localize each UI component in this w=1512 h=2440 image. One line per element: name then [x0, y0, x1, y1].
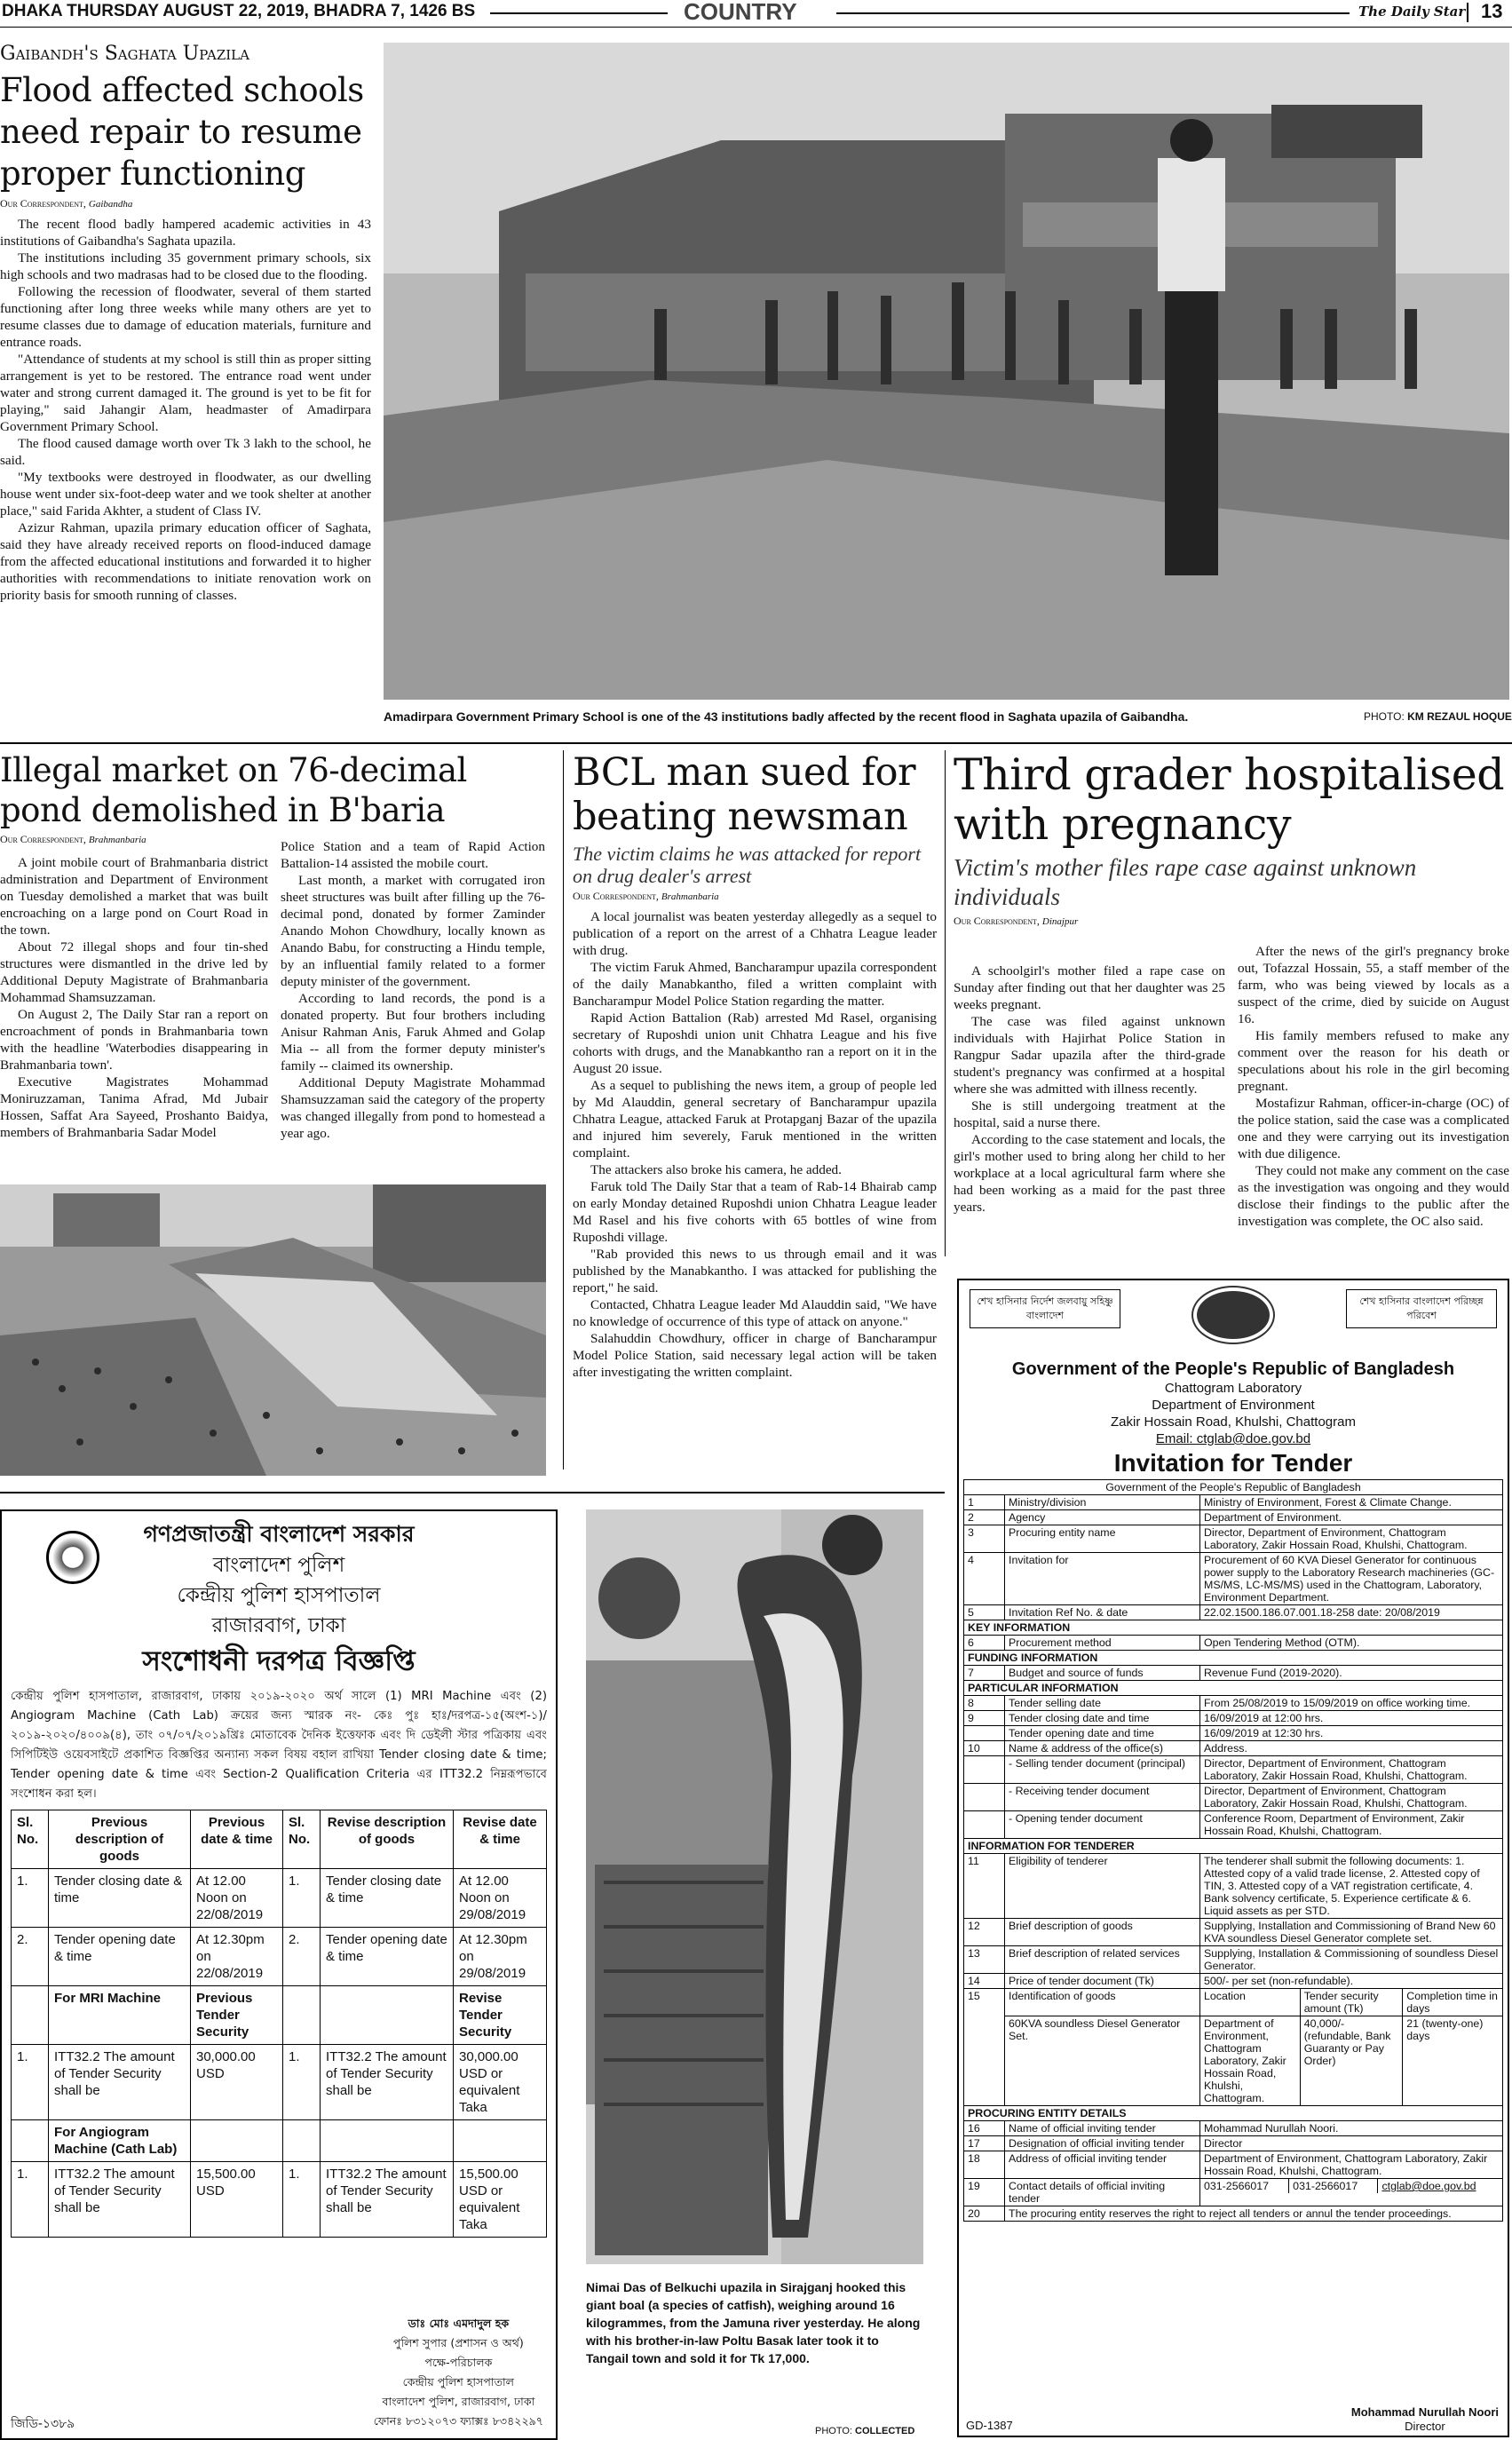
doe-title: Invitation for Tender — [1113, 1449, 1353, 1477]
subtable-header: Location — [1200, 1989, 1300, 2016]
table-row — [12, 1869, 547, 1928]
table-cell: At 12.30pm on 29/08/2019 — [454, 1928, 547, 1986]
table-cell: For Angiogram Machine (Cath Lab) — [49, 2120, 191, 2162]
table-row — [964, 1605, 1503, 1620]
photo-credit — [1364, 710, 1512, 723]
table-cell: Contact details of official inviting tender — [1005, 2179, 1200, 2206]
market-demolition-photo — [0, 1184, 546, 1476]
table-cell — [1200, 2016, 1503, 2106]
paragraph: Executive Magistrates Mohammad Moniruzzaman, Tanima Afrad, Md Jubair Hossen, Saffat Ara Sayeed, Proshanto Baidya, members of Brahmanbaria Sadar Model — [0, 1074, 268, 1140]
byline-place: Brahmanbaria — [88, 835, 146, 845]
table-cell — [191, 2120, 283, 2162]
col-header: Previous description of goods — [49, 1810, 191, 1869]
table-cell: Tender closing date and time — [1005, 1711, 1200, 1726]
table-cell: Director, Department of Environment, Chattogram Laboratory, Zakir Hossain Road, Khulshi, Chattogram. — [1200, 1756, 1503, 1784]
table-cell — [964, 1726, 1005, 1741]
table-row — [964, 1974, 1503, 1989]
table-cell — [283, 1986, 321, 2045]
table-cell: Budget and source of funds — [1005, 1666, 1200, 1681]
table-cell: For MRI Machine — [49, 1986, 191, 2045]
paragraph: About 72 illegal shops and four tin-shed structures were dismantled in the drive led by Additional Deputy Magistrate of Brahmanbaria Mohammad Shamsuzzaman. — [0, 939, 268, 1005]
table-cell: The tenderer shall submit the following documents: 1. Attested copy of a valid trade license, 2. Attested copy of TIN, 3. Attested copy of a VAT registration certificate, 4. Bank solvency certificate, 5. Experience certificate & 6. Liquid assets as per STD. — [1200, 1854, 1503, 1919]
paragraph: Salahuddin Chowdhury, officer in charge of Bancharampur Model Police Station, said necessary legal action will be taken after investigating the written complaint. — [573, 1331, 937, 1380]
table-row — [12, 2162, 547, 2238]
table-row — [12, 2045, 547, 2120]
school-flood-photo — [384, 43, 1509, 700]
paragraph: Police Station and a team of Rapid Action Battalion-14 assisted the mobile court. — [281, 839, 545, 871]
table-cell: - Receiving tender document — [1005, 1784, 1200, 1811]
table-cell: Brief description of goods — [1005, 1919, 1200, 1946]
table-cell: Tender closing date & time — [49, 1869, 191, 1928]
table-cell: Procurement of 60 KVA Diesel Generator for continuous power supply to the Laboratory Research machineries (GC-MS/MS, LC-MS/MS) used in the Chattogram, Laboratory, Environment Department. — [1200, 1553, 1503, 1605]
story-illegal-market — [0, 750, 546, 852]
paragraph: The recent flood badly hampered academic activities in 43 institutions of Gaibandha's Saghata upazila. — [0, 217, 371, 249]
table-cell: 12 — [964, 1919, 1005, 1946]
table-row — [964, 1784, 1503, 1811]
byline-place: Dinajpur — [1041, 916, 1079, 927]
table-section-row — [964, 2106, 1503, 2121]
paragraph: They could not make any comment on the case as the investigation was ongoing and they would disclose their findings to the public after the investigation was complete, the OC also said. — [1238, 1163, 1509, 1229]
table-row — [964, 2206, 1503, 2222]
table-cell: - Opening tender document — [1005, 1811, 1200, 1839]
table-cell: 30,000.00 USD — [191, 2045, 283, 2120]
table-cell: Mohammad Nurullah Noori. — [1200, 2121, 1503, 2136]
paragraph: According to the case statement and locals, the girl's mother used to bring along her child to her workplace at a local agricultural farm where she had been working as a maid for the past three years. — [954, 1132, 1225, 1215]
goods-subtable — [1200, 2016, 1502, 2105]
table-cell: 5 — [964, 1605, 1005, 1620]
table-cell: 11 — [964, 1854, 1005, 1919]
byline-author: Our Correspondent, — [0, 833, 86, 845]
table-row — [12, 1928, 547, 1986]
paragraph: Contacted, Chhatra League leader Md Alauddin said, "We have no knowledge of occurrence of this type of attack on anyone." — [573, 1297, 937, 1329]
police-hospital-tender-ad — [0, 1509, 558, 2440]
paragraph: Following the recession of floodwater, several of them started functioning after long three weeks while many others are yet to resume classes due to damage of education materials, furniture and entrance roads. — [0, 284, 371, 350]
table-cell: 9 — [964, 1711, 1005, 1726]
revision-table — [11, 1810, 547, 2238]
ad-title: সংশোধনী দরপত্র বিজ্ঞপ্তি — [142, 1645, 416, 1677]
table-cell: 17 — [964, 2136, 1005, 2151]
signer-name: Mohammad Nurullah Noori — [1350, 2405, 1499, 2419]
table-cell: 20 — [964, 2206, 1005, 2222]
table-cell: 16/09/2019 at 12:00 hrs. — [1200, 1711, 1503, 1726]
table-row — [964, 1696, 1503, 1711]
badge-right: শেখ হাসিনার বাংলাদেশ পরিচ্ছন্ন পরিবেশ — [1346, 1289, 1497, 1328]
masthead-bottom-rule — [0, 27, 1512, 28]
signer-line: কেন্দ্রীয় পুলিশ হাসপাতাল — [402, 2375, 515, 2389]
table-cell: PARTICULAR INFORMATION — [964, 1681, 1503, 1696]
table-cell: Tender opening date & time — [49, 1928, 191, 1986]
doe-dept: Department of Environment — [1152, 1398, 1315, 1413]
table-cell: Agency — [1005, 1510, 1200, 1525]
table-cell: 15,500.00 USD or equivalent Taka — [454, 2162, 547, 2238]
table-cell: KEY INFORMATION — [964, 1620, 1503, 1636]
doe-signer — [1351, 2405, 1499, 2434]
paragraph: The institutions including 35 government primary schools, six high schools and two madrasas had to be closed due to the flooding. — [0, 250, 371, 282]
doe-tender-ad — [957, 1279, 1509, 2437]
table-cell: Supplying, Installation and Commissioning of Brand New 60 KVA soundless Diesel Generator complete set. — [1200, 1919, 1503, 1946]
ad-code: জিডি-১৩৮৯ — [11, 2417, 75, 2431]
table-cell: 19 — [964, 2179, 1005, 2206]
table-cell: 15,500.00 USD — [191, 2162, 283, 2238]
table-cell: 1. — [12, 2045, 49, 2120]
table-cell: 1 — [964, 1495, 1005, 1510]
table-row — [964, 1495, 1503, 1510]
credit-name: COLLECTED — [855, 2426, 915, 2436]
table-cell: 2 — [964, 1510, 1005, 1525]
byline-author: Our Correspondent, — [573, 890, 659, 902]
market-demolition-illustration — [0, 1184, 546, 1476]
table-cell — [964, 1756, 1005, 1784]
paragraph: Last month, a market with corrugated iron sheet structures was built after filling up the 76-decimal pond, donated by former Zaminder Anando Mohon Chowdhury, locally known as Anando Babu, for constructing a Hindu temple, by an influential family related to a former deputy minister of the government. — [281, 873, 545, 989]
table-cell: Eligibility of tenderer — [1005, 1854, 1200, 1919]
table-cell: Brief description of related services — [1005, 1946, 1200, 1974]
table-cell: 2. — [12, 1928, 49, 1986]
paragraph: A local journalist was beaten yesterday allegedly as a sequel to publication of a report on the arrest of a Chhatra League leader with drug. — [573, 909, 937, 958]
story-kicker: Gaibandh's Saghata Upazila — [0, 43, 249, 65]
table-cell: Government of the People's Republic of Bangladesh — [964, 1480, 1503, 1495]
table-row — [964, 1756, 1503, 1784]
paragraph: According to land records, the pond is a donated property. But four brothers including Anisur Rahman Anis, Faruk Ahmed and Golap Mia -- all from the former deputy minister's family -- claimed its ownership. — [281, 991, 545, 1073]
table-cell: 15 — [964, 1989, 1005, 2106]
table-cell: ITT32.2 The amount of Tender Security shall be — [49, 2045, 191, 2120]
story-bcl-man — [573, 750, 937, 1381]
subtable-cell: 40,000/- (refundable, Bank Guaranty or Pay Order) — [1300, 2016, 1403, 2105]
table-cell: 16 — [964, 2121, 1005, 2136]
paragraph: A joint mobile court of Brahmanbaria district administration and Department of Environment on Tuesday demolished a market that was built encroaching on a large pond on Court Road in the town. — [0, 855, 268, 938]
story-body-col2 — [1238, 943, 1509, 1230]
table-cell: 4 — [964, 1553, 1005, 1605]
story-body-col2 — [281, 838, 545, 1142]
paragraph: The flood caused damage worth over Tk 3 lakh to the school, he said. — [0, 436, 371, 468]
col-header: Previous date & time — [191, 1810, 283, 1869]
table-cell: From 25/08/2019 to 15/09/2019 on office working time. — [1200, 1696, 1503, 1711]
table-cell: 3 — [964, 1525, 1005, 1553]
paragraph: A schoolgirl's mother filed a rape case on Sunday after finding out that her daughter was 25 weeks pregnant. — [954, 963, 1225, 1012]
paragraph: "Rab provided this news to us through email and it was published by the Manabkantho. I was attacked for publishing the report," he said. — [573, 1247, 937, 1295]
story-headline: Third grader hospitalised with pregnancy — [954, 749, 1505, 850]
table-cell — [1200, 1989, 1503, 2016]
table-cell: 22.02.1500.186.07.001.18-258 date: 20/08/2019 — [1200, 1605, 1503, 1620]
catfish-illustration — [586, 1509, 923, 2264]
credit-label: PHOTO: — [815, 2426, 852, 2436]
story-deck: Victim's mother files rape case against unknown individuals — [954, 854, 1417, 910]
ad-signature-block — [374, 2314, 543, 2431]
table-cell: 14 — [964, 1974, 1005, 1989]
table-row — [964, 1919, 1503, 1946]
story-byline — [954, 915, 1511, 928]
paragraph: Mostafizur Rahman, officer-in-charge (OC) of the police station, said the case was a complicated one and they were carrying out its investigation with due diligence. — [1238, 1096, 1509, 1161]
signer-title: Director — [1405, 2420, 1445, 2433]
subtable-header: Tender security amount (Tk) — [1300, 1989, 1403, 2016]
table-cell: 30,000.00 USD or equivalent Taka — [454, 2045, 547, 2120]
paragraph: Faruk told The Daily Star that a team of Rab-14 Bhairab camp on early Monday detained Ruposhdi union Chhatra League leader Md Rasel and his five cohorts with 65 bottles of wine from Ruposhdi village. — [573, 1179, 937, 1245]
table-cell: Tender opening date and time — [1005, 1726, 1200, 1741]
table-cell: 1. — [283, 2162, 321, 2238]
table-cell — [283, 2120, 321, 2162]
story-body-col1 — [0, 854, 268, 1141]
section-rule — [0, 1492, 945, 1493]
story-byline — [0, 197, 371, 210]
table-cell: INFORMATION FOR TENDERER — [964, 1839, 1503, 1854]
signer-line: পক্ষে-পরিচালক — [424, 2356, 493, 2369]
table-cell: Supplying, Installation & Commissioning of soundless Diesel Generator. — [1200, 1946, 1503, 1974]
table-cell: Identification of goods — [1005, 1989, 1200, 2016]
table-cell — [964, 1784, 1005, 1811]
table-cell: Revenue Fund (2019-2020). — [1200, 1666, 1503, 1681]
table-row — [964, 1989, 1503, 2016]
table-cell: The procuring entity reserves the right to reject all tenders or annul the tender proceedings. — [1005, 2206, 1503, 2222]
masthead-rule-left — [490, 12, 668, 14]
paragraph: Rapid Action Battalion (Rab) arrested Md Rasel, organising secretary of Ruposhdi union unit Chhatra League and his five cohorts with drugs, and the Manabkantho ran a report on it in the August 20 issue. — [573, 1010, 937, 1076]
table-cell: 1. — [12, 2162, 49, 2238]
table-row — [964, 2136, 1503, 2151]
table-row — [12, 2120, 547, 2162]
masthead-dateline: DHAKA THURSDAY AUGUST 22, 2019, BHADRA 7, 1426 BS — [2, 2, 476, 20]
contact-email[interactable]: ctglab@doe.gov.bd — [1381, 2180, 1476, 2192]
doe-lab: Chattogram Laboratory — [1164, 1381, 1302, 1396]
table-cell: Ministry/division — [1005, 1495, 1200, 1510]
table-section-row — [964, 1651, 1503, 1666]
table-cell: 16/09/2019 at 12:30 hrs. — [1200, 1726, 1503, 1741]
goods-subtable — [1200, 1989, 1502, 2016]
table-cell: 1. — [12, 1869, 49, 1928]
signer-line: বাংলাদেশ পুলিশ, রাজারবাগ, ঢাকা — [382, 2395, 535, 2408]
story-third-grader — [954, 750, 1511, 933]
byline-place: Brahmanbaria — [661, 891, 719, 902]
table-cell: Director — [1200, 2136, 1503, 2151]
table-cell: Ministry of Environment, Forest & Climate Change. — [1200, 1495, 1503, 1510]
subtable-cell: Department of Environment, Chattogram Laboratory, Zakir Hossain Road, Khulshi, Chattogram. — [1200, 2016, 1300, 2105]
table-cell: Procuring entity name — [1005, 1525, 1200, 1553]
police-emblem — [46, 1531, 99, 1584]
catfish-caption: Nimai Das of Belkuchi upazila in Sirajganj hooked this giant boal (a species of catfish), weighing around 16 kilogrammes, from the Jamuna river yesterday. He along with his brother-in-law Poltu Basak later took it to Tangail town and sold it for Tk 17,000. — [586, 2280, 921, 2365]
table-cell: At 12.00 Noon on 22/08/2019 — [191, 1869, 283, 1928]
paragraph: She is still undergoing treatment at the hospital, said a nurse there. — [954, 1098, 1225, 1130]
contact-phone: 031-2566017 — [1200, 2179, 1289, 2193]
table-section-row — [964, 1681, 1503, 1696]
byline-author: Our Correspondent, — [954, 915, 1040, 927]
paragraph: "Attendance of students at my school is still thin as proper sitting arrangement is yet to be restored. The entrance road went under water and strong current damaged it. The ground is yet to be fit for playing," said Jahangir Alam, headmaster of Amadirpara Government Primary School. — [0, 352, 371, 434]
table-cell: 18 — [964, 2151, 1005, 2179]
table-cell: Open Tendering Method (OTM). — [1200, 1636, 1503, 1651]
table-cell: ITT32.2 The amount of Tender Security shall be — [49, 2162, 191, 2238]
ad-hospital-name: কেন্দ্রীয় পুলিশ হাসপাতাল — [177, 1584, 381, 1607]
table-cell: Invitation Ref No. & date — [1005, 1605, 1200, 1620]
table-cell: 10 — [964, 1741, 1005, 1756]
page-number-divider — [1467, 3, 1468, 22]
table-row — [964, 1741, 1503, 1756]
col-header: Sl. No. — [283, 1810, 321, 1869]
table-cell: 60KVA soundless Diesel Generator Set. — [1005, 2016, 1200, 2106]
story-headline: BCL man sued for beating newsman — [573, 750, 916, 839]
signer-line: ফোনঃ ৮৩১২০৭৩ ফ্যাক্সঃ ৮৩৪২২৯৭ — [373, 2414, 543, 2428]
masthead-rule-right — [836, 12, 1350, 14]
table-row — [964, 2179, 1503, 2206]
table-row — [12, 1986, 547, 2045]
ad-police-name: বাংলাদেশ পুলিশ — [212, 1554, 345, 1577]
ad-govt-name: গণপ্রজাতন্ত্রী বাংলাদেশ সরকার — [143, 1521, 415, 1547]
table-cell: At 12.30pm on 22/08/2019 — [191, 1928, 283, 1986]
paragraph: The case was filed against unknown individuals with Hajirhat Police Station in Rangpur Sadar upazila after the third-grade student's pregnancy was confirmed at a hospital where she was admitted with illness recently. — [954, 1014, 1225, 1097]
col-header: Revise date & time — [454, 1810, 547, 1869]
masthead — [0, 0, 1512, 27]
subtable-header: Completion time in days — [1406, 1990, 1498, 2015]
table-cell: Price of tender document (Tk) — [1005, 1974, 1200, 1989]
paper-logo: The Daily Star — [1358, 4, 1466, 20]
catfish-credit — [815, 2426, 914, 2436]
ad-intro: কেন্দ্রীয় পুলিশ হাসপাতাল, রাজারবাগ, ঢাকায় ২০১৯-২০২০ অর্থ সালে (1) MRI Machine এবং (2) Angiogram Machine (Cath Lab) ক্রয়ের জন্য স্মারক নং- কেঃ পুঃ হাঃ/দরপত্র-১৫(অংশ-১)/২০১৯-২০২০/৪০০৯(৪), তাং ০৭/০৭/২০১৯খ্রিঃ মোতাবেক দৈনিক ইত্তেফাক এবং দি ডেইলী স্টার পত্রিকায় এবং সিপিটিইউ ওয়েবসাইটে প্রকাশিত বিজ্ঞপ্তির অন্যান্য সকল বিষয় বহাল রাখিয়া Tender closing date & time; Tender opening date & time এবং Section-2 Qualification Criteria এর ITT32.2 নিম্নরূপভাবে সংশোধন করা হল। — [11, 1690, 547, 1801]
credit-name: KM REZAUL HOQUE — [1407, 710, 1512, 723]
table-cell: 8 — [964, 1696, 1005, 1711]
credit-label: PHOTO: — [1364, 710, 1405, 723]
table-row — [964, 1553, 1503, 1605]
table-cell: Director, Department of Environment, Chattogram Laboratory, Zakir Hossain Road, Khulshi, Chattogram. — [1200, 1784, 1503, 1811]
doe-email[interactable]: Email: ctglab@doe.gov.bd — [1155, 1431, 1311, 1446]
table-row — [964, 1510, 1503, 1525]
table-cell: At 12.00 Noon on 29/08/2019 — [454, 1869, 547, 1928]
table-cell: ITT32.2 The amount of Tender Security shall be — [321, 2162, 454, 2238]
paragraph: On August 2, The Daily Star ran a report on encroachment of ponds in Brahmanbaria town with the headline 'Waterbodies disappearing in Brahmanbaria town'. — [0, 1007, 268, 1073]
doe-code: GD-1387 — [966, 2419, 1013, 2432]
table-cell: Revise Tender Security — [454, 1986, 547, 2045]
story-body — [573, 908, 937, 1381]
badge-left: শেখ হাসিনার নির্দেশ জলবায়ু সহিষ্ণু বাংলাদেশ — [970, 1289, 1120, 1328]
table-row — [964, 1811, 1503, 1839]
table-cell: ITT32.2 The amount of Tender Security shall be — [321, 2045, 454, 2120]
table-row — [964, 1525, 1503, 1553]
catfish-photo — [586, 1509, 923, 2264]
story-headline: Flood affected schools need repair to resume proper functioning — [0, 71, 364, 193]
table-cell: Invitation for — [1005, 1553, 1200, 1605]
paragraph: Azizur Rahman, upazila primary education officer of Saghata, said they have already received reports on flood-induced damage from the affected educational institutions and forwarded it to higher authorities with recommendations to initiate renovation work on priority basis for smooth running of classes. — [0, 520, 371, 603]
table-section-row — [964, 1839, 1503, 1854]
col-header: Sl. No. — [12, 1810, 49, 1869]
table-cell: 7 — [964, 1666, 1005, 1681]
doe-logo-icon — [1193, 1287, 1273, 1343]
table-cell: 13 — [964, 1946, 1005, 1974]
school-flood-illustration — [384, 43, 1509, 700]
paragraph: "My textbooks were destroyed in floodwater, as our dwelling house went under six-foot-deep water and we took shelter at another place," said Farida Akhter, a student of Class IV. — [0, 470, 371, 519]
table-cell: Conference Room, Department of Environment, Zakir Hossain Road, Khulshi, Chattogram. — [1200, 1811, 1503, 1839]
table-row — [964, 2121, 1503, 2136]
story-byline — [573, 890, 937, 903]
byline-author: Our Correspondent, — [0, 197, 86, 210]
story-headline: Illegal market on 76-decimal pond demolished in B'baria — [0, 751, 467, 829]
subtable-cell: 21 (twenty-one) days — [1406, 2017, 1484, 2042]
table-cell: PROCURING ENTITY DETAILS — [964, 2106, 1503, 2121]
table-cell: Tender selling date — [1005, 1696, 1200, 1711]
table-row — [964, 1636, 1503, 1651]
paragraph: Additional Deputy Magistrate Mohammad Shamsuzzaman said the category of the property was changed illegally from pond to homestead a year ago. — [281, 1075, 545, 1141]
section-rule — [0, 742, 1512, 744]
table-row — [964, 2016, 1503, 2106]
table-header-row — [12, 1810, 547, 1869]
table-cell — [321, 2120, 454, 2162]
table-cell: Previous Tender Security — [191, 1986, 283, 2045]
section-title: COUNTRY — [684, 0, 797, 25]
table-cell — [12, 2120, 49, 2162]
contact-phone: 031-2566017 — [1289, 2179, 1378, 2193]
table-cell — [1200, 2179, 1503, 2206]
doe-govt-name: Government of the People's Republic of Bangladesh — [1011, 1359, 1455, 1379]
table-cell: Address of official inviting tender — [1005, 2151, 1200, 2179]
signer-name: ডাঃ মোঃ এমদাদুল হক — [408, 2317, 510, 2330]
table-row — [964, 1946, 1503, 1974]
table-cell: 500/- per set (non-refundable). — [1200, 1974, 1503, 1989]
paragraph: As a sequel to publishing the news item, a group of people led by Md Alauddin, general secretary of Bancharampur upazila Chhatra League, attacked Faruk at Protapganj Bazar of the upazila and injured him severely, Faruk mentioned in the written complaint. — [573, 1078, 937, 1161]
story-body — [0, 216, 371, 604]
table-cell: Name of official inviting tender — [1005, 2121, 1200, 2136]
table-cell: Procurement method — [1005, 1636, 1200, 1651]
col-header: Revise description of goods — [321, 1810, 454, 1869]
table-cell: Tender opening date & time — [321, 1928, 454, 1986]
story-body-col1 — [954, 963, 1225, 1216]
table-cell: 1. — [283, 2045, 321, 2120]
table-title-row — [964, 1480, 1503, 1495]
column-rule — [945, 750, 946, 1256]
byline-place: Gaibandha — [88, 199, 133, 210]
table-row — [964, 1711, 1503, 1726]
table-row — [964, 1854, 1503, 1919]
story-flood — [0, 43, 371, 604]
table-cell — [321, 1986, 454, 2045]
paragraph: The victim Faruk Ahmed, Bancharampur upazila correspondent of the daily Manabkantho, filed a written complaint with Bancharampur Model Police Station regarding the matter. — [573, 960, 937, 1009]
table-cell — [12, 1986, 49, 2045]
table-cell: Tender closing date & time — [321, 1869, 454, 1928]
paragraph: His family members refused to make any comment over the reason for his death or speculations about his role in the girl becoming pregnant. — [1238, 1028, 1509, 1094]
signer-line: পুলিশ সুপার (প্রশাসন ও অর্থ) — [392, 2336, 524, 2349]
table-cell: 1. — [283, 1869, 321, 1928]
table-cell: 6 — [964, 1636, 1005, 1651]
story-deck: The victim claims he was attacked for report on drug dealer's arrest — [573, 843, 922, 887]
paragraph: The attackers also broke his camera, he added. — [590, 1162, 842, 1177]
table-cell: Designation of official inviting tender — [1005, 2136, 1200, 2151]
table-cell: 2. — [283, 1928, 321, 1986]
table-cell: Address. — [1200, 1741, 1503, 1756]
table-section-row — [964, 1620, 1503, 1636]
table-cell: Name & address of the office(s) — [1005, 1741, 1200, 1756]
tender-table — [963, 1479, 1503, 2222]
table-cell: Department of Environment, Chattogram Laboratory, Zakir Hossain Road, Khulshi, Chattogram. — [1200, 2151, 1503, 2179]
table-cell: Director, Department of Environment, Chattogram Laboratory, Zakir Hossain Road, Khulshi, Chattogram. — [1200, 1525, 1503, 1553]
table-row — [964, 2151, 1503, 2179]
table-row — [964, 1666, 1503, 1681]
photo-caption: Amadirpara Government Primary School is one of the 43 institutions badly affected by the recent flood in Saghata upazila of Gaibandha. — [384, 709, 1189, 724]
table-cell: - Selling tender document (principal) — [1005, 1756, 1200, 1784]
column-rule — [563, 750, 564, 1470]
table-cell — [454, 2120, 547, 2162]
paragraph: After the news of the girl's pregnancy broke out, Tofazzal Hossain, 55, a staff member of the farm, who was being viewed by locals as a suspect of the crime, died by suicide on August 16. — [1238, 944, 1509, 1026]
page-number: 13 — [1481, 0, 1503, 22]
contact-subtable — [1200, 2179, 1502, 2193]
table-cell: FUNDING INFORMATION — [964, 1651, 1503, 1666]
table-cell — [964, 1811, 1005, 1839]
table-cell: Department of Environment. — [1200, 1510, 1503, 1525]
ad-place: রাজারবাগ, ঢাকা — [211, 1614, 346, 1637]
doe-address: Zakir Hossain Road, Khulshi, Chattogram — [1111, 1414, 1356, 1430]
table-row — [964, 1726, 1503, 1741]
